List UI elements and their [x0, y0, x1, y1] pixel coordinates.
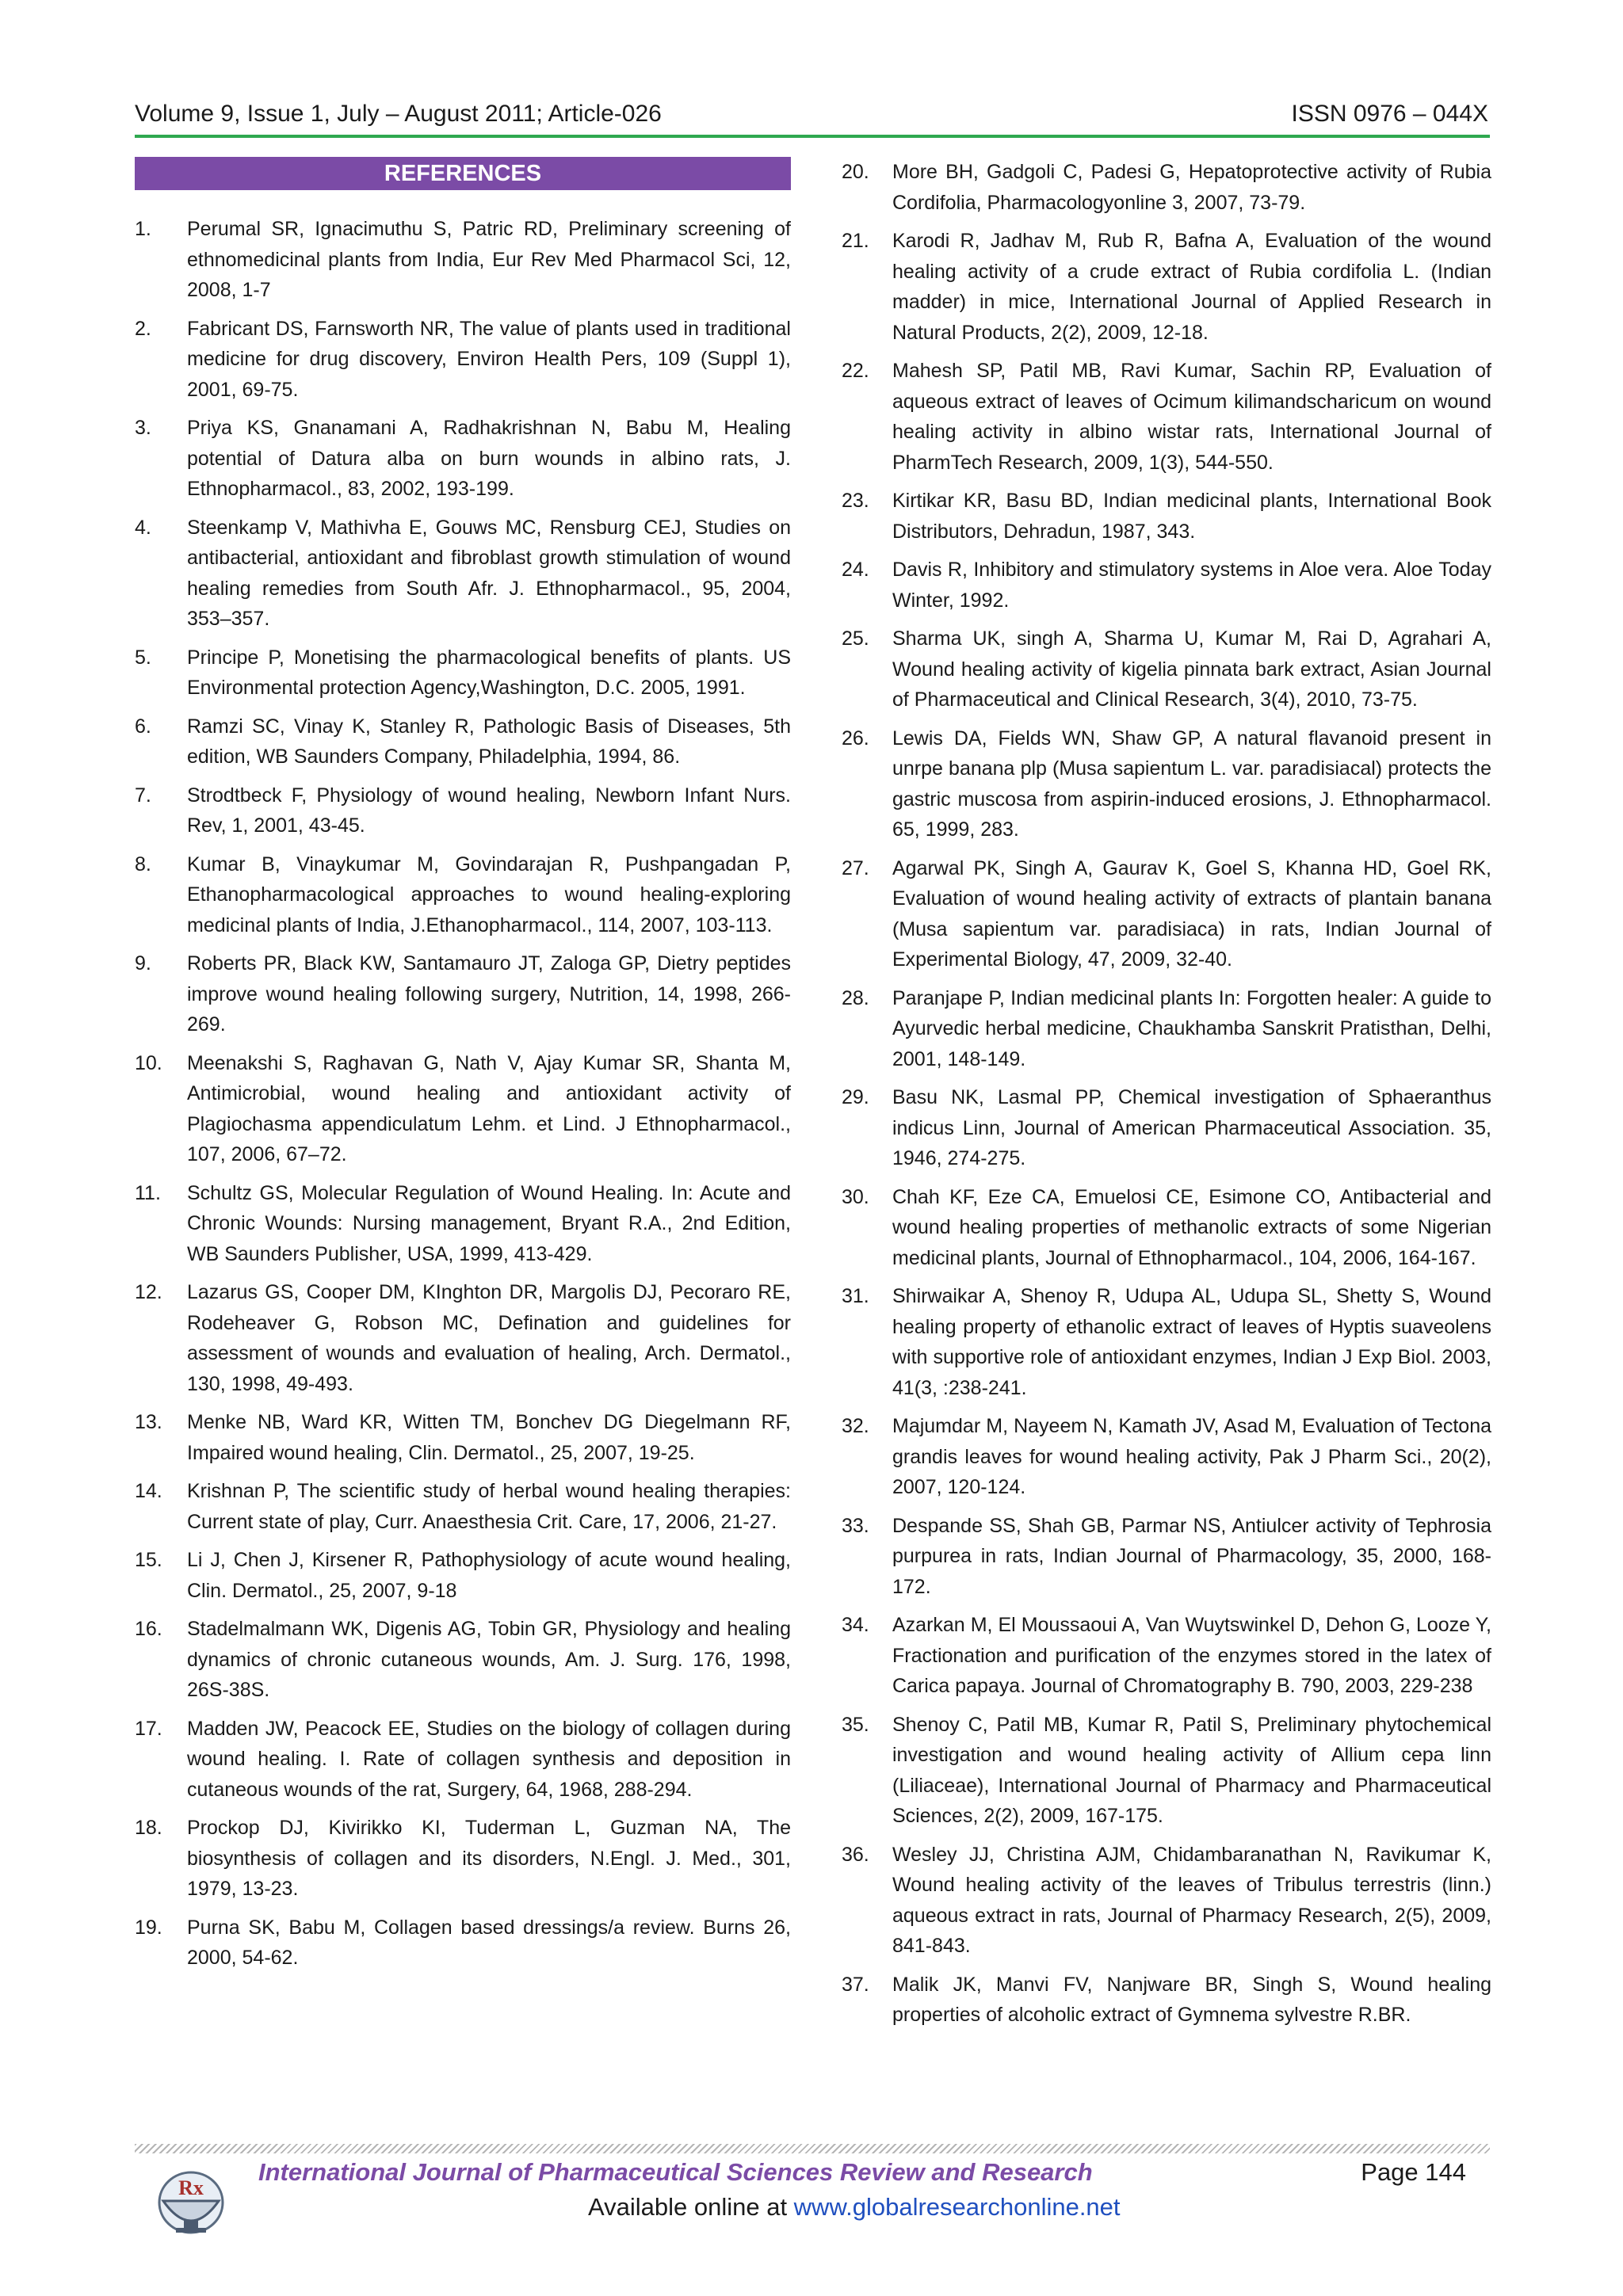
reference-text: Shenoy C, Patil MB, Kumar R, Patil S, Preliminary phytochemical investigation and wound healing activity of Allium cepa linn (Liliaceae), International Journal of Pharmacy and Pharmaceutical Sciences, 2(2), 2009, 167-175.	[892, 1713, 1491, 1827]
reference-number: 31.	[842, 1285, 869, 1307]
reference-text: Krishnan P, The scientific study of herbal wound healing therapies: Current state of play, Curr. Anaesthesia Crit. Care, 17, 2006, 21-27.	[187, 1480, 791, 1533]
reference-item	[842, 157, 1491, 218]
reference-number: 4.	[135, 516, 151, 539]
reference-number: 13.	[135, 1411, 162, 1433]
reference-number: 7.	[135, 784, 151, 807]
reference-number: 19.	[135, 1916, 162, 1939]
reference-number: 18.	[135, 1817, 162, 1839]
reference-item	[135, 849, 791, 941]
reference-text: Fabricant DS, Farnsworth NR, The value of plants used in traditional medicine for drug discovery, Environ Health Pers, 109 (Suppl 1), 2001, 69-75.	[187, 317, 791, 401]
reference-item	[842, 1411, 1491, 1503]
reference-text: Basu NK, Lasmal PP, Chemical investigation of Sphaeranthus indicus Linn, Journal of American Pharmaceutical Association. 35, 1946, 274-275.	[892, 1086, 1491, 1169]
reference-text: Davis R, Inhibitory and stimulatory systems in Aloe vera. Aloe Today Winter, 1992.	[892, 559, 1491, 612]
svg-text:Rx: Rx	[178, 2176, 204, 2199]
reference-text: Agarwal PK, Singh A, Gaurav K, Goel S, Khanna HD, Goel RK, Evaluation of wound healing activity of extracts of plantain banana (Musa sapientum var. paradisiaca) in rats, Indian Journal of Experimental Biology, 47, 2009, 32-40.	[892, 856, 1491, 971]
reference-item	[842, 486, 1491, 547]
reference-number: 15.	[135, 1549, 162, 1571]
reference-item	[842, 1840, 1491, 1962]
reference-item	[135, 1545, 791, 1606]
reference-number: 16.	[135, 1618, 162, 1640]
reference-text: Ramzi SC, Vinay K, Stanley R, Pathologic Basis of Diseases, 5th edition, WB Saunders Company, Philadelphia, 1994, 86.	[187, 715, 791, 768]
reference-item	[135, 643, 791, 704]
reference-number: 29.	[842, 1086, 869, 1108]
reference-text: Wesley JJ, Christina AJM, Chidambaranathan N, Ravikumar K, Wound healing activity of the leaves of Tribulus terrestris (linn.) aqueous extract in rats, Journal of Pharmacy Research, 2(5), 2009, 841-843.	[892, 1843, 1491, 1957]
reference-text: Principe P, Monetising the pharmacological benefits of plants. US Environmental protection Agency,Washington, D.C. 2005, 1991.	[187, 646, 791, 699]
reference-item	[135, 1277, 791, 1399]
reference-number: 20.	[842, 161, 869, 183]
reference-text: Roberts PR, Black KW, Santamauro JT, Zaloga GP, Dietry peptides improve wound healing following surgery, Nutrition, 14, 1998, 266-269.	[187, 952, 791, 1035]
reference-text: Azarkan M, El Moussaoui A, Van Wuytswinkel D, Dehon G, Looze Y, Fractionation and purification of the enzymes stored in the latex of Carica papaya. Journal of Chromatography B. 790, 2003, 229-238	[892, 1614, 1491, 1697]
reference-number: 27.	[842, 856, 869, 879]
reference-item	[135, 1913, 791, 1974]
reference-item	[842, 853, 1491, 975]
reference-number: 3.	[135, 417, 151, 439]
reference-item	[135, 1614, 791, 1706]
reference-item	[135, 314, 791, 406]
reference-text: Chah KF, Eze CA, Emuelosi CE, Esimone CO, Antibacterial and wound healing properties of methanolic extracts of some Nigerian medicinal plants, Journal of Ethnopharmacol., 104, 2006, 164-167.	[892, 1185, 1491, 1269]
reference-number: 25.	[842, 627, 869, 650]
page-header	[135, 97, 1488, 132]
reference-item	[842, 356, 1491, 478]
reference-number: 12.	[135, 1281, 162, 1303]
reference-number: 11.	[135, 1181, 161, 1204]
reference-number: 5.	[135, 646, 151, 669]
reference-item	[842, 1970, 1491, 2031]
reference-number: 2.	[135, 317, 151, 340]
reference-item	[842, 555, 1491, 616]
reference-item	[135, 214, 791, 306]
reference-text: Purna SK, Babu M, Collagen based dressings/a review. Burns 26, 2000, 54-62.	[187, 1916, 791, 1969]
reference-number: 36.	[842, 1843, 869, 1866]
reference-item	[842, 1511, 1491, 1603]
reference-item	[135, 1048, 791, 1170]
reference-number: 34.	[842, 1614, 869, 1636]
reference-number: 22.	[842, 360, 869, 382]
available-online-label: Available online at	[588, 2193, 794, 2221]
reference-text: Menke NB, Ward KR, Witten TM, Bonchev DG Diegelmann RF, Impaired wound healing, Clin. Dermatol., 25, 2007, 19-25.	[187, 1411, 791, 1464]
reference-text: Stadelmalmann WK, Digenis AG, Tobin GR, Physiology and healing dynamics of chronic cutaneous wounds, Am. J. Surg. 176, 1998, 26S-38S.	[187, 1618, 791, 1701]
reference-number: 17.	[135, 1717, 162, 1740]
reference-text: Meenakshi S, Raghavan G, Nath V, Ajay Kumar SR, Shanta M, Antimicrobial, wound healing and antioxidant activity of Plagiochasma appendiculatum Lehm. et Lind. J Ethnopharmacol., 107, 2006, 67–72.	[187, 1051, 791, 1165]
reference-number: 35.	[842, 1713, 869, 1736]
reference-text: Madden JW, Peacock EE, Studies on the biology of collagen during wound healing. I. Rate of collagen synthesis and deposition in cutaneous wounds of the rat, Surgery, 64, 1968, 288-294.	[187, 1717, 791, 1801]
references-column-left	[135, 157, 791, 1981]
reference-item	[842, 1082, 1491, 1174]
reference-item	[135, 1476, 791, 1537]
references-heading: REFERENCES	[135, 157, 791, 190]
reference-item	[842, 1610, 1491, 1702]
reference-text: More BH, Gadgoli C, Padesi G, Hepatoprotective activity of Rubia Cordifolia, Pharmacologyonline 3, 2007, 73-79.	[892, 161, 1491, 214]
reference-text: Mahesh SP, Patil MB, Ravi Kumar, Sachin RP, Evaluation of aqueous extract of leaves of Ocimum kilimandscharicum on wound healing activity in albino wistar rats, International Journal of PharmTech Research, 2009, 1(3), 544-550.	[892, 360, 1491, 474]
reference-text: Schultz GS, Molecular Regulation of Wound Healing. In: Acute and Chronic Wounds: Nursing management, Bryant R.A., 2nd Edition, WB Saunders Publisher, USA, 1999, 413-429.	[187, 1181, 791, 1265]
available-online	[588, 2190, 1121, 2225]
journal-logo	[152, 2164, 230, 2236]
reference-item	[135, 513, 791, 635]
reference-number: 30.	[842, 1185, 869, 1208]
reference-item	[842, 983, 1491, 1075]
reference-text: Prockop DJ, Kivirikko KI, Tuderman L, Guzman NA, The biosynthesis of collagen and its disorders, N.Engl. J. Med., 301, 1979, 13-23.	[187, 1817, 791, 1900]
header-divider	[135, 135, 1490, 138]
journal-name: International Journal of Pharmaceutical Sciences Review and Research	[258, 2158, 1093, 2186]
reference-number: 33.	[842, 1514, 869, 1537]
reference-item	[135, 780, 791, 841]
reference-item	[135, 711, 791, 772]
reference-number: 32.	[842, 1415, 869, 1437]
reference-number: 1.	[135, 218, 151, 240]
reference-item	[135, 1714, 791, 1806]
reference-text: Perumal SR, Ignacimuthu S, Patric RD, Preliminary screening of ethnomedicinal plants from India, Eur Rev Med Pharmacol Sci, 12, 2008, 1-7	[187, 218, 791, 301]
reference-number: 8.	[135, 852, 151, 875]
reference-text: Malik JK, Manvi FV, Nanjware BR, Singh S, Wound healing properties of alcoholic extract of Gymnema sylvestre R.BR.	[892, 1973, 1491, 2026]
reference-list-left	[135, 214, 791, 1974]
reference-number: 14.	[135, 1480, 162, 1502]
reference-text: Lewis DA, Fields WN, Shaw GP, A natural flavanoid present in unrpe banana plp (Musa sapientum L. var. paradisiacal) protects the gastric muscosa from aspirin-induced erosions, J. Ethnopharmacol. 65, 1999, 283.	[892, 727, 1491, 841]
reference-number: 28.	[842, 986, 869, 1009]
reference-text: Paranjape P, Indian medicinal plants In: Forgotten healer: A guide to Ayurvedic herbal medicine, Chaukhamba Sanskrit Pratisthan, Delhi, 2001, 148-149.	[892, 986, 1491, 1070]
reference-text: Steenkamp V, Mathivha E, Gouws MC, Rensburg CEJ, Studies on antibacterial, antioxidant and fibroblast growth stimulation of wound healing remedies from South Afr. J. Ethnopharmacol., 95, 2004, 353–357.	[187, 516, 791, 630]
reference-item	[135, 413, 791, 505]
issn: ISSN 0976 – 044X	[1291, 101, 1488, 127]
reference-item	[842, 1281, 1491, 1403]
reference-number: 6.	[135, 715, 151, 738]
reference-number: 24.	[842, 559, 869, 581]
reference-text: Kumar B, Vinaykumar M, Govindarajan R, Pushpangadan P, Ethanopharmacological approaches to wound healing-exploring medicinal plants of India, J.Ethanopharmacol., 114, 2007, 103-113.	[187, 852, 791, 936]
reference-item	[842, 1182, 1491, 1274]
reference-item	[842, 624, 1491, 715]
reference-text: Karodi R, Jadhav M, Rub R, Bafna A, Evaluation of the wound healing activity of a crude extract of Rubia cordifolia L. (Indian madder) in mice, International Journal of Applied Research in Natural Products, 2(2), 2009, 12-18.	[892, 230, 1491, 344]
reference-item	[135, 948, 791, 1040]
reference-item	[842, 1710, 1491, 1832]
reference-number: 21.	[842, 230, 869, 252]
reference-item	[842, 226, 1491, 348]
reference-item	[135, 1178, 791, 1270]
reference-text: Despande SS, Shah GB, Parmar NS, Antiulcer activity of Tephrosia purpurea in rats, Indian Journal of Pharmacology, 35, 2000, 168-172.	[892, 1514, 1491, 1598]
reference-text: Li J, Chen J, Kirsener R, Pathophysiology of acute wound healing, Clin. Dermatol., 25, 2007, 9-18	[187, 1549, 791, 1602]
reference-item	[135, 1407, 791, 1468]
footer-divider	[135, 2144, 1490, 2153]
reference-number: 10.	[135, 1051, 162, 1074]
reference-number: 9.	[135, 952, 151, 974]
page-number: Page 144	[1361, 2158, 1466, 2186]
reference-text: Sharma UK, singh A, Sharma U, Kumar M, Rai D, Agrahari A, Wound healing activity of kigelia pinnata bark extract, Asian Journal of Pharmaceutical and Clinical Research, 3(4), 2010, 73-75.	[892, 627, 1491, 711]
reference-text: Majumdar M, Nayeem N, Kamath JV, Asad M, Evaluation of Tectona grandis leaves for wound healing activity, Pak J Pharm Sci., 20(2), 2007, 120-124.	[892, 1415, 1491, 1498]
reference-item	[842, 723, 1491, 845]
reference-text: Shirwaikar A, Shenoy R, Udupa AL, Udupa SL, Shetty S, Wound healing property of ethanolic extract of leaves of Hyptis suaveolens with supportive role of antioxidant enzymes, Indian J Exp Biol. 2003, 41(3, :238-241.	[892, 1285, 1491, 1399]
reference-number: 26.	[842, 727, 869, 749]
reference-text: Strodtbeck F, Physiology of wound healing, Newborn Infant Nurs. Rev, 1, 2001, 43-45.	[187, 784, 791, 837]
reference-text: Priya KS, Gnanamani A, Radhakrishnan N, Babu M, Healing potential of Datura alba on burn wounds in albino rats, J. Ethnopharmacol., 83, 2002, 193-199.	[187, 417, 791, 500]
reference-text: Lazarus GS, Cooper DM, KInghton DR, Margolis DJ, Pecoraro RE, Rodeheaver G, Robson MC, Defination and guidelines for assessment of wounds and evaluation of healing, Arch. Dermatol., 130, 1998, 49-493.	[187, 1281, 791, 1395]
references-column-right	[842, 157, 1491, 2039]
volume-issue-info: Volume 9, Issue 1, July – August 2011; Article-026	[135, 101, 662, 127]
reference-list-right	[842, 157, 1491, 2031]
reference-number: 37.	[842, 1973, 869, 1996]
reference-number: 23.	[842, 490, 869, 512]
website-link[interactable]: www.globalresearchonline.net	[793, 2193, 1121, 2221]
reference-text: Kirtikar KR, Basu BD, Indian medicinal plants, International Book Distributors, Dehradun, 1987, 343.	[892, 490, 1491, 543]
reference-item	[135, 1813, 791, 1905]
